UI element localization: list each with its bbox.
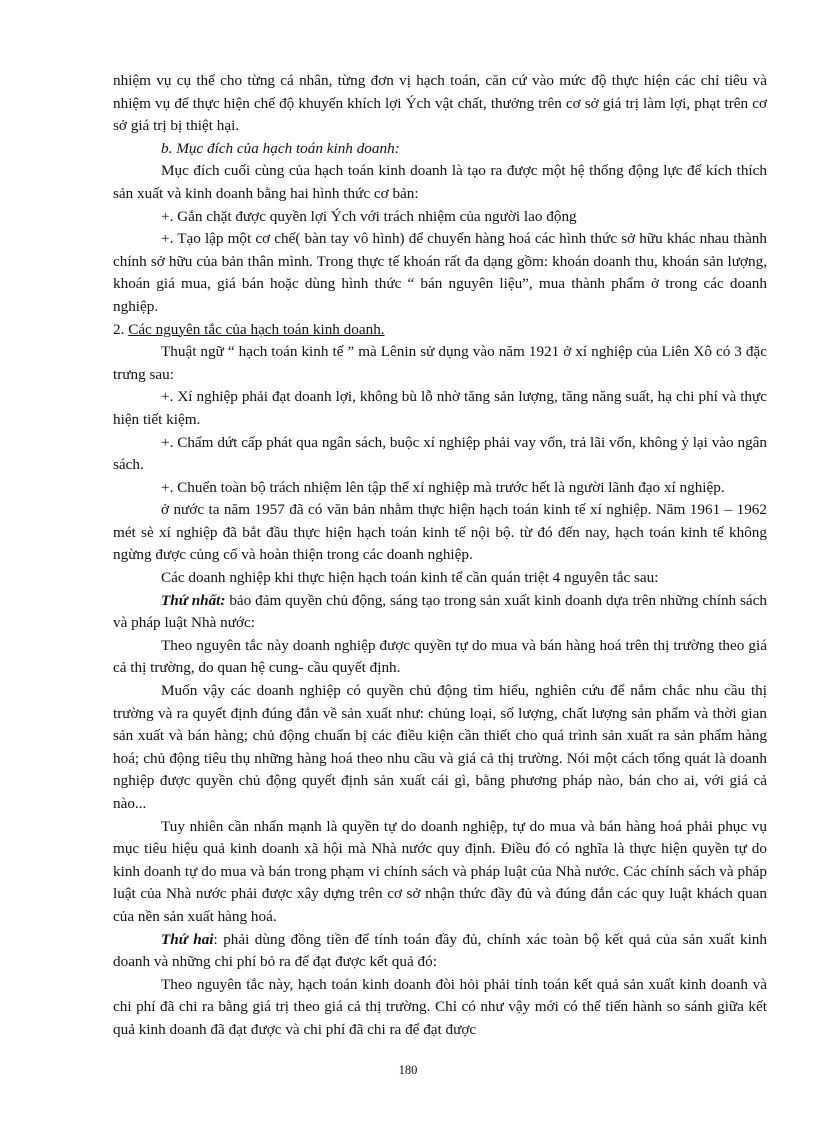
bullet-doanh-loi: +. Xí nghiệp phải đạt doanh lợi, không bù lỗ nhờ tăng sản lượng, tăng năng suất, hạ chi phí và thực hiện tiết kiệm. bbox=[113, 388, 767, 428]
paragraph-tu-do-mua-ban: Theo nguyên tắc này doanh nghiệp được quyền tự do mua và bán hàng hoá trên thị trường theo giá cả thị trường, do quan hệ cung- cầu quyết định. bbox=[113, 636, 767, 677]
section-heading-nguyen-tac bbox=[113, 319, 767, 342]
bullet-cap-phat: +. Chấm dứt cấp phát qua ngân sách, buộc xí nghiệp phải vay vốn, trả lãi vốn, không ỷ lại vào ngân sách. bbox=[113, 433, 767, 474]
paragraph-nuoc-ta: ở nước ta năm 1957 đã có văn bản nhằm thực hiện hạch toán kinh tế xí nghiệp. Năm 1961 – 1962 mét sè xí nghiệp đã bắt đầu thực hiện hạch toán kinh tế nội bộ. từ đó đến nay, hạch toán kinh tế không ngừng được củng cố và hoàn thiện trong các doanh nghiệp. bbox=[113, 501, 767, 564]
paragraph-continued: nhiệm vụ cụ thể cho từng cá nhân, từng đơn vị hạch toán, căn cứ vào mức độ thực hiện các chỉ tiêu và nhiệm vụ để thực hiện chế độ khuyến khích lợi Ých vật chất, thưởng trên cơ sở giá trị làm lợi, phạt trên cơ sở giá trị bị thiệt hại. bbox=[113, 72, 767, 135]
principle-first bbox=[113, 590, 767, 635]
principle-second bbox=[113, 929, 767, 974]
paragraph-muc-dich: Mục đích cuối cùng của hạch toán kinh doanh là tạo ra được một hệ thống động lực để kích thích sản xuất và kinh doanh bằng hai hình thức cơ bản: bbox=[113, 162, 767, 202]
principle-first-text: bảo đảm quyền chủ động, sáng tạo trong sản xuất kinh doanh dựa trên những chính sách và pháp luật Nhà nước: bbox=[113, 591, 767, 632]
principle-second-lead: Thứ hai bbox=[161, 930, 214, 948]
principle-first-lead: Thứ nhất: bbox=[161, 591, 226, 609]
bullet-trach-nhiem: +. Chuển toàn bộ trách nhiệm lên tập thể xí nghiệp mà trước hết là người lãnh đạo xí nghiệp. bbox=[161, 478, 725, 496]
paragraph-theo-nguyen-tac: Theo nguyên tắc này, hạch toán kinh doanh đòi hỏi phải tính toán kết quả sản xuất kinh doanh và chi phí đã chi ra bằng giá trị theo giá cả thị trường. Chỉ có như vậy mới có thể tiến hành so sánh giữa kết quả kinh doanh đã đạt được và chi phí đã chi ra để đạt được bbox=[113, 975, 767, 1038]
bullet-quyen-loi: +. Gắn chặt được quyền lợi Ých với trách nhiệm của người lao động bbox=[161, 207, 577, 225]
bullet-co-che: +. Tạo lập một cơ chế( bàn tay vô hình) để chuyển hàng hoá các hình thức sở hữu khác nhau thành chính sở hữu của bản thân mình. Trong thực tế khoán rất đa dạng gồm: khoán doanh thu, khoán sản lượng, khoán giá mua, giá bán hoặc dùng hình thức “ bán nguyên liệu”, mua thành phẩm ở trong các doanh nghiệp. bbox=[113, 230, 767, 315]
subheading-muc-dich: b. Mục đích của hạch toán kinh doanh: bbox=[161, 139, 400, 157]
section-number: 2. bbox=[113, 320, 129, 338]
paragraph-muon-vay: Muốn vậy các doanh nghiệp có quyền chủ động tìm hiểu, nghiên cứu để nắm chắc nhu cầu thị trường và ra quyết định đúng đắn về sản xuất như: chủng loại, số lượng, chất lượng sản phẩm và thời gian sản xuất và bán hàng; chủ động chuẩn bị các điều kiện cần thiết cho quá trình sản xuất ra sản phẩm hàng hoá; chủ động tiêu thụ những hàng hoá theo nhu cầu và giá cả thị trường. Nói một cách tổng quát là doanh nghiệp được quyền chủ động quyết định sản xuất cái gì, bằng phương pháp nào, bán cho ai, với giá cả nào... bbox=[113, 682, 767, 812]
principle-second-text: : phải dùng đồng tiền để tính toán đầy đủ, chính xác toàn bộ kết quả của sản xuất kinh doanh và những chi phí bỏ ra để đạt được kết quả đó: bbox=[113, 930, 767, 971]
section-title: Các nguyên tắc của hạch toán kinh doanh. bbox=[128, 320, 385, 338]
page-number: 180 bbox=[398, 1063, 418, 1077]
paragraph-4-nguyen-tac: Các doanh nghiệp khi thực hiện hạch toán kinh tế cần quán triệt 4 nguyên tắc sau: bbox=[161, 569, 659, 587]
paragraph-tuy-nhien: Tuy nhiên cần nhấn mạnh là quyền tự do doanh nghiệp, tự do mua và bán hàng hoá phải phục vụ mục tiêu hiệu quả kinh doanh xã hội mà Nhà nước quy định. Điều đó có nghĩa là thực hiện quyền tự do kinh doanh tự do mua và bán trong phạm vi chính sách và pháp luật của Nhà nước. Các chính sách và pháp luật của Nhà nước phải được xây dựng trên cơ sở nhận thức đầy đủ và đúng đắn các quy luật khách quan của nền sản xuất hàng hoá. bbox=[113, 817, 767, 925]
paragraph-thuat-ngu: Thuật ngữ “ hạch toán kinh tế ” mà Lênin sử dụng vào năm 1921 ở xí nghiệp của Liên Xô có 3 đặc trưng sau: bbox=[113, 343, 767, 383]
body-text bbox=[113, 70, 767, 1042]
